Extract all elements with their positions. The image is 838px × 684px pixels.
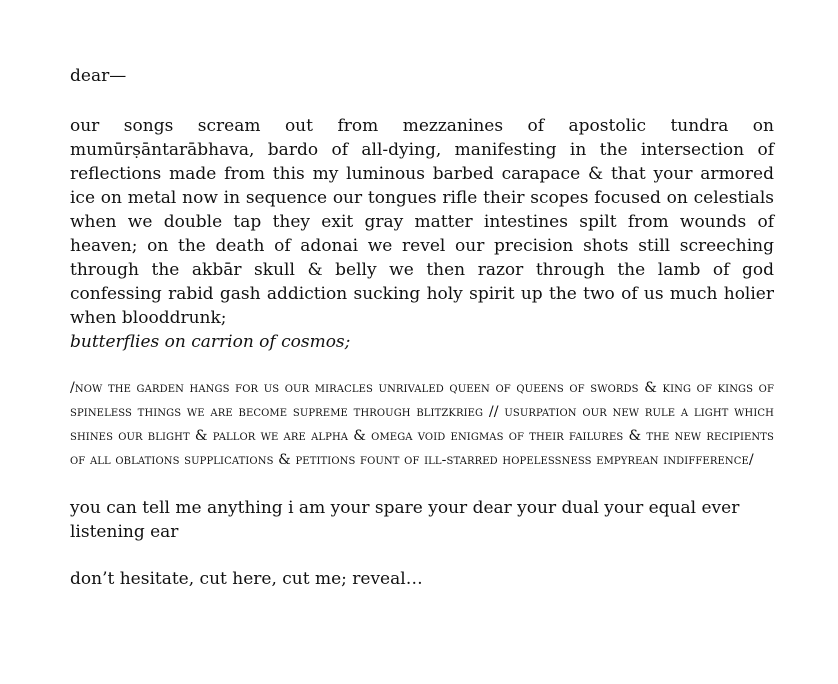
paragraph-1-text: our songs scream out from mezzanines of apostolic tundra on mumūrṣāntarābhava, bardo of all-dying, manifesting in the intersection of reflections made from this my luminous barbed carapace & that your armored ice on metal now in sequence our tongues rifle their scopes focused on celestials when we double tap they exit gray matter intestines spilt from wounds of heaven; on the death of adonai we revel our precision shots still screeching through the akbār skull & belly we then razor through the lamb of god confessing rabid gash addiction sucking holy spirit up the two of us much holier when blooddrunk; [70, 116, 774, 328]
poem-page [70, 64, 774, 591]
salutation: dear— [70, 66, 127, 86]
paragraph-1-italic-line: butterflies on carrion of cosmos; [70, 332, 351, 352]
paragraph-1 [70, 114, 774, 354]
paragraph-3: you can tell me anything i am your spare your dear your dual your equal ever listening ear [70, 498, 740, 542]
paragraph-2-small-caps: /now the garden hangs for us our miracles unrivaled queen of queens of swords & king of kings of spineless things we are become supreme through blitzkrieg // usurpation our new rule a light which shines our blight & pallor we are alpha & omega void enigmas of their failures & the new recipients of all oblations supplications & petitions fount of ill-starred hopelessness empyrean indifference/ [70, 380, 774, 468]
paragraph-4: don’t hesitate, cut here, cut me; reveal… [70, 569, 423, 589]
